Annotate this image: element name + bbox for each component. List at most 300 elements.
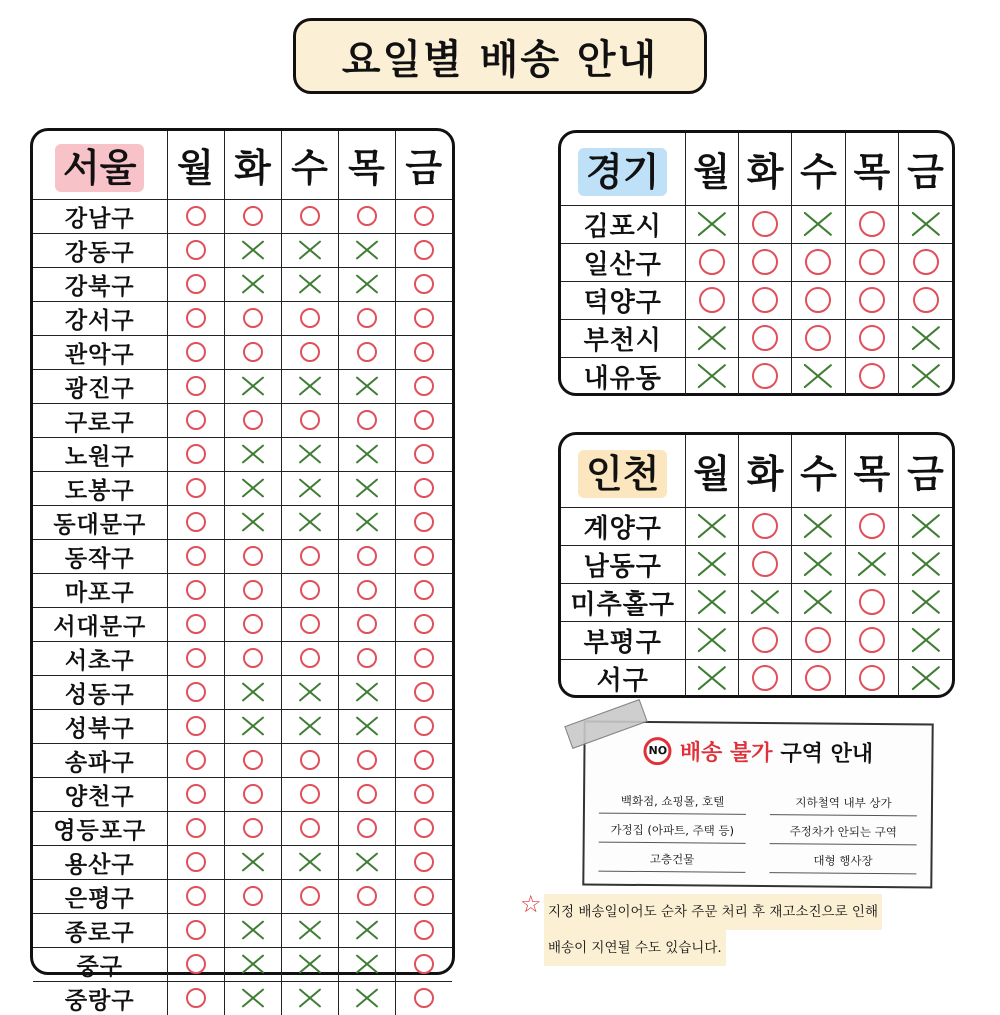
- available-circle-icon: [357, 614, 377, 634]
- day-header-wed: 수: [792, 133, 845, 205]
- available-circle-icon: [357, 784, 377, 804]
- cell-wed: [281, 709, 338, 743]
- table-row: [33, 539, 452, 573]
- district-name: 김포시: [561, 205, 685, 243]
- district-name: 성동구: [33, 675, 167, 709]
- cell-thu: [338, 573, 395, 607]
- incheon-schedule-table: [558, 432, 955, 698]
- available-circle-icon: [186, 478, 206, 498]
- available-circle-icon: [186, 954, 206, 974]
- cell-thu: [845, 319, 898, 357]
- cell-tue: [224, 267, 281, 301]
- table-row: [33, 267, 452, 301]
- region-label: 인천: [578, 450, 667, 498]
- district-name: 중랑구: [33, 981, 167, 1015]
- district-name: 강동구: [33, 233, 167, 267]
- cell-tue: [224, 947, 281, 981]
- no-delivery-notice: [582, 720, 933, 888]
- cell-thu: [845, 205, 898, 243]
- notice-title: [585, 734, 931, 768]
- cell-wed: [281, 607, 338, 641]
- cell-wed: [281, 471, 338, 505]
- cell-tue: [224, 743, 281, 777]
- table-row: [33, 505, 452, 539]
- cell-mon: [167, 845, 224, 879]
- cell-tue: [224, 369, 281, 403]
- cell-tue: [224, 335, 281, 369]
- cell-tue: [738, 357, 791, 395]
- day-header-fri: 금: [899, 435, 952, 507]
- available-circle-icon: [859, 211, 885, 237]
- no-entry-icon: NO: [644, 737, 672, 765]
- cell-thu: [338, 539, 395, 573]
- cell-fri: [395, 811, 452, 845]
- unavailable-x-icon: [300, 852, 320, 872]
- available-circle-icon: [414, 648, 434, 668]
- available-circle-icon: [414, 818, 434, 838]
- unavailable-x-icon: [243, 478, 263, 498]
- unavailable-x-icon: [357, 240, 377, 260]
- unavailable-x-icon: [357, 954, 377, 974]
- region-header-incheon: [561, 435, 685, 507]
- table-row: [33, 335, 452, 369]
- cell-wed: [281, 199, 338, 233]
- cell-thu: [338, 675, 395, 709]
- cell-tue: [738, 205, 791, 243]
- cell-mon: [167, 641, 224, 675]
- cell-mon: [167, 437, 224, 471]
- cell-wed: [281, 675, 338, 709]
- cell-fri: [899, 583, 952, 621]
- available-circle-icon: [243, 886, 263, 906]
- available-circle-icon: [414, 410, 434, 430]
- district-name: 마포구: [33, 573, 167, 607]
- unavailable-x-icon: [243, 954, 263, 974]
- district-name: 영등포구: [33, 811, 167, 845]
- region-header-seoul: [33, 131, 167, 199]
- cell-tue: [224, 301, 281, 335]
- cell-wed: [281, 573, 338, 607]
- district-name: 서초구: [33, 641, 167, 675]
- available-circle-icon: [859, 589, 885, 615]
- cell-thu: [845, 545, 898, 583]
- cell-fri: [899, 243, 952, 281]
- available-circle-icon: [752, 513, 778, 539]
- notice-item: 대형 행사장: [769, 852, 916, 874]
- footnote-line: 배송이 지연될 수도 있습니다.: [544, 930, 726, 966]
- cell-tue: [738, 281, 791, 319]
- table-row: [33, 709, 452, 743]
- cell-wed: [281, 947, 338, 981]
- cell-thu: [338, 267, 395, 301]
- available-circle-icon: [414, 512, 434, 532]
- cell-tue: [224, 845, 281, 879]
- unavailable-x-icon: [300, 240, 320, 260]
- table-row: [561, 205, 952, 243]
- unavailable-x-icon: [357, 478, 377, 498]
- available-circle-icon: [357, 308, 377, 328]
- available-circle-icon: [243, 750, 263, 770]
- unavailable-x-icon: [300, 444, 320, 464]
- cell-tue: [224, 641, 281, 675]
- cell-tue: [224, 607, 281, 641]
- district-name: 은평구: [33, 879, 167, 913]
- available-circle-icon: [414, 852, 434, 872]
- region-header-gyeonggi: [561, 133, 685, 205]
- unavailable-x-icon: [913, 325, 939, 351]
- cell-wed: [281, 641, 338, 675]
- cell-thu: [845, 583, 898, 621]
- available-circle-icon: [243, 308, 263, 328]
- unavailable-x-icon: [357, 444, 377, 464]
- available-circle-icon: [300, 648, 320, 668]
- cell-thu: [845, 357, 898, 395]
- cell-thu: [338, 471, 395, 505]
- available-circle-icon: [357, 750, 377, 770]
- cell-thu: [845, 243, 898, 281]
- available-circle-icon: [414, 274, 434, 294]
- available-circle-icon: [357, 342, 377, 362]
- available-circle-icon: [859, 363, 885, 389]
- unavailable-x-icon: [913, 551, 939, 577]
- available-circle-icon: [186, 512, 206, 532]
- unavailable-x-icon: [243, 852, 263, 872]
- available-circle-icon: [859, 287, 885, 313]
- cell-wed: [281, 369, 338, 403]
- available-circle-icon: [414, 376, 434, 396]
- cell-tue: [224, 233, 281, 267]
- cell-tue: [738, 621, 791, 659]
- cell-wed: [281, 437, 338, 471]
- notice-item: 주정차가 안되는 구역: [770, 823, 917, 845]
- table-row: [561, 621, 952, 659]
- cell-tue: [738, 507, 791, 545]
- cell-thu: [338, 879, 395, 913]
- available-circle-icon: [243, 648, 263, 668]
- cell-fri: [899, 357, 952, 395]
- available-circle-icon: [414, 342, 434, 362]
- unavailable-x-icon: [243, 920, 263, 940]
- cell-fri: [395, 403, 452, 437]
- available-circle-icon: [805, 325, 831, 351]
- unavailable-x-icon: [805, 551, 831, 577]
- district-name: 성북구: [33, 709, 167, 743]
- unavailable-x-icon: [699, 211, 725, 237]
- cell-mon: [167, 947, 224, 981]
- cell-wed: [281, 913, 338, 947]
- available-circle-icon: [357, 546, 377, 566]
- available-circle-icon: [243, 580, 263, 600]
- available-circle-icon: [357, 206, 377, 226]
- day-header-fri: 금: [899, 133, 952, 205]
- cell-wed: [792, 659, 845, 697]
- available-circle-icon: [752, 325, 778, 351]
- day-header-tue: 화: [738, 435, 791, 507]
- available-circle-icon: [300, 206, 320, 226]
- available-circle-icon: [186, 410, 206, 430]
- available-circle-icon: [186, 206, 206, 226]
- day-header-mon: 월: [685, 133, 738, 205]
- available-circle-icon: [414, 546, 434, 566]
- cell-wed: [792, 507, 845, 545]
- unavailable-x-icon: [752, 589, 778, 615]
- cell-fri: [395, 369, 452, 403]
- available-circle-icon: [414, 478, 434, 498]
- cell-fri: [899, 281, 952, 319]
- available-circle-icon: [859, 665, 885, 691]
- table-row: [561, 319, 952, 357]
- table-row: [33, 403, 452, 437]
- available-circle-icon: [186, 648, 206, 668]
- notice-title-rest: 구역 안내: [780, 741, 874, 768]
- unavailable-x-icon: [805, 363, 831, 389]
- cell-thu: [338, 301, 395, 335]
- available-circle-icon: [357, 580, 377, 600]
- cell-thu: [338, 709, 395, 743]
- district-name: 동대문구: [33, 505, 167, 539]
- available-circle-icon: [186, 682, 206, 702]
- cell-mon: [167, 267, 224, 301]
- district-name: 송파구: [33, 743, 167, 777]
- cell-tue: [738, 545, 791, 583]
- cell-wed: [792, 205, 845, 243]
- cell-tue: [738, 319, 791, 357]
- cell-fri: [395, 743, 452, 777]
- available-circle-icon: [414, 716, 434, 736]
- cell-thu: [338, 777, 395, 811]
- available-circle-icon: [243, 818, 263, 838]
- unavailable-x-icon: [913, 211, 939, 237]
- unavailable-x-icon: [859, 551, 885, 577]
- unavailable-x-icon: [357, 376, 377, 396]
- cell-wed: [281, 267, 338, 301]
- cell-fri: [395, 913, 452, 947]
- table-row: [561, 243, 952, 281]
- available-circle-icon: [186, 580, 206, 600]
- table-row: [33, 913, 452, 947]
- unavailable-x-icon: [913, 665, 939, 691]
- available-circle-icon: [300, 886, 320, 906]
- available-circle-icon: [414, 750, 434, 770]
- unavailable-x-icon: [913, 627, 939, 653]
- district-name: 강서구: [33, 301, 167, 335]
- cell-mon: [685, 621, 738, 659]
- cell-mon: [167, 607, 224, 641]
- cell-fri: [395, 879, 452, 913]
- cell-fri: [395, 301, 452, 335]
- cell-fri: [899, 545, 952, 583]
- available-circle-icon: [414, 580, 434, 600]
- cell-fri: [899, 319, 952, 357]
- cell-mon: [167, 505, 224, 539]
- available-circle-icon: [414, 886, 434, 906]
- available-circle-icon: [186, 818, 206, 838]
- available-circle-icon: [186, 274, 206, 294]
- available-circle-icon: [243, 614, 263, 634]
- cell-mon: [167, 913, 224, 947]
- seoul-schedule-table: [30, 128, 455, 1014]
- unavailable-x-icon: [913, 513, 939, 539]
- available-circle-icon: [186, 546, 206, 566]
- available-circle-icon: [243, 784, 263, 804]
- available-circle-icon: [859, 627, 885, 653]
- available-circle-icon: [243, 410, 263, 430]
- unavailable-x-icon: [243, 376, 263, 396]
- available-circle-icon: [752, 363, 778, 389]
- cell-tue: [224, 199, 281, 233]
- district-name: 서대문구: [33, 607, 167, 641]
- cell-tue: [224, 471, 281, 505]
- cell-tue: [738, 583, 791, 621]
- cell-mon: [167, 471, 224, 505]
- available-circle-icon: [300, 614, 320, 634]
- unavailable-x-icon: [805, 589, 831, 615]
- unavailable-x-icon: [243, 988, 263, 1008]
- cell-mon: [167, 573, 224, 607]
- cell-thu: [338, 505, 395, 539]
- available-circle-icon: [186, 308, 206, 328]
- cell-tue: [738, 243, 791, 281]
- cell-tue: [224, 879, 281, 913]
- unavailable-x-icon: [300, 376, 320, 396]
- cell-mon: [167, 709, 224, 743]
- cell-mon: [685, 659, 738, 697]
- available-circle-icon: [859, 325, 885, 351]
- available-circle-icon: [186, 240, 206, 260]
- district-name: 용산구: [33, 845, 167, 879]
- available-circle-icon: [300, 784, 320, 804]
- district-name: 강남구: [33, 199, 167, 233]
- cell-thu: [338, 913, 395, 947]
- available-circle-icon: [414, 988, 434, 1008]
- notice-item: 고층건물: [598, 851, 745, 873]
- unavailable-x-icon: [243, 240, 263, 260]
- cell-mon: [167, 981, 224, 1015]
- available-circle-icon: [243, 546, 263, 566]
- cell-tue: [224, 573, 281, 607]
- available-circle-icon: [186, 614, 206, 634]
- cell-wed: [792, 545, 845, 583]
- district-name: 부평구: [561, 621, 685, 659]
- cell-mon: [167, 879, 224, 913]
- cell-thu: [845, 621, 898, 659]
- cell-thu: [845, 281, 898, 319]
- delivery-delay-footnote: [520, 890, 968, 966]
- region-label: 서울: [55, 144, 144, 192]
- cell-wed: [281, 879, 338, 913]
- table-row: [33, 879, 452, 913]
- cell-mon: [685, 507, 738, 545]
- cell-fri: [899, 205, 952, 243]
- cell-thu: [338, 641, 395, 675]
- table-row: [33, 607, 452, 641]
- star-icon: ☆: [520, 890, 542, 918]
- cell-wed: [281, 233, 338, 267]
- cell-wed: [792, 319, 845, 357]
- cell-tue: [738, 659, 791, 697]
- cell-mon: [167, 675, 224, 709]
- available-circle-icon: [357, 648, 377, 668]
- cell-thu: [338, 607, 395, 641]
- table-row: [33, 199, 452, 233]
- notice-item: 가정집 (아파트, 주택 등): [599, 822, 746, 844]
- cell-thu: [845, 659, 898, 697]
- footnote-line: 지정 배송일이어도 순차 주문 처리 후 재고소진으로 인해: [544, 894, 882, 930]
- table-row: [33, 641, 452, 675]
- available-circle-icon: [859, 513, 885, 539]
- unavailable-x-icon: [300, 478, 320, 498]
- cell-fri: [395, 709, 452, 743]
- district-name: 관악구: [33, 335, 167, 369]
- unavailable-x-icon: [699, 627, 725, 653]
- cell-tue: [224, 811, 281, 845]
- cell-mon: [685, 357, 738, 395]
- cell-mon: [685, 281, 738, 319]
- notice-item: 백화점, 쇼핑몰, 호텔: [599, 793, 746, 815]
- table-row: [33, 845, 452, 879]
- available-circle-icon: [300, 546, 320, 566]
- day-header-wed: 수: [792, 435, 845, 507]
- day-header-tue: 화: [738, 133, 791, 205]
- cell-fri: [395, 777, 452, 811]
- day-header-wed: 수: [281, 131, 338, 199]
- cell-fri: [395, 267, 452, 301]
- cell-mon: [167, 199, 224, 233]
- available-circle-icon: [913, 249, 939, 275]
- cell-wed: [281, 777, 338, 811]
- table-row: [561, 659, 952, 697]
- table-row: [33, 947, 452, 981]
- unavailable-x-icon: [300, 954, 320, 974]
- table-row: [33, 811, 452, 845]
- notice-item: 지하철역 내부 상가: [770, 794, 917, 816]
- cell-tue: [224, 539, 281, 573]
- cell-thu: [338, 403, 395, 437]
- district-name: 남동구: [561, 545, 685, 583]
- cell-mon: [167, 811, 224, 845]
- unavailable-x-icon: [357, 274, 377, 294]
- available-circle-icon: [300, 750, 320, 770]
- unavailable-x-icon: [805, 211, 831, 237]
- cell-fri: [899, 621, 952, 659]
- page-title: 요일별 배송 안내: [293, 18, 707, 94]
- district-name: 동작구: [33, 539, 167, 573]
- gyeonggi-schedule-table: [558, 130, 955, 396]
- available-circle-icon: [805, 249, 831, 275]
- available-circle-icon: [357, 410, 377, 430]
- available-circle-icon: [913, 287, 939, 313]
- unavailable-x-icon: [243, 512, 263, 532]
- cell-wed: [281, 539, 338, 573]
- unavailable-x-icon: [699, 513, 725, 539]
- unavailable-x-icon: [357, 512, 377, 532]
- district-name: 종로구: [33, 913, 167, 947]
- cell-fri: [395, 233, 452, 267]
- available-circle-icon: [186, 716, 206, 736]
- cell-mon: [685, 319, 738, 357]
- cell-fri: [395, 947, 452, 981]
- cell-fri: [395, 641, 452, 675]
- cell-fri: [395, 199, 452, 233]
- day-header-thu: 목: [845, 435, 898, 507]
- cell-mon: [167, 743, 224, 777]
- cell-wed: [281, 845, 338, 879]
- cell-wed: [281, 301, 338, 335]
- day-header-mon: 월: [167, 131, 224, 199]
- unavailable-x-icon: [357, 682, 377, 702]
- cell-thu: [338, 743, 395, 777]
- available-circle-icon: [186, 444, 206, 464]
